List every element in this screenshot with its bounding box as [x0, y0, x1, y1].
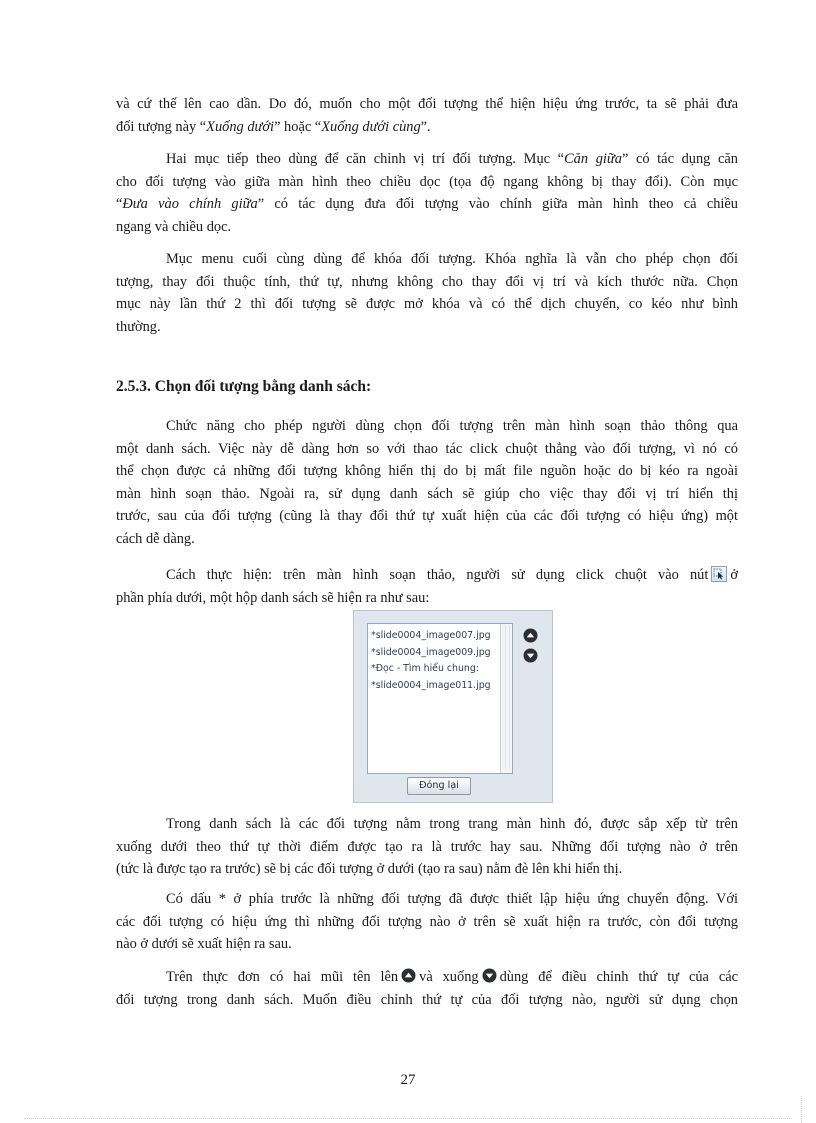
paragraph-1	[116, 93, 738, 138]
text-line: cho đối tượng vào giữa màn hình theo chiều dọc (tọa độ ngang không bị thay đổi). Còn mục	[116, 173, 738, 190]
text-line: và cứ thế lên cao dần. Do đó, muốn cho một đối tượng thể hiện hiệu ứng trước, ta sẽ phải đưa	[116, 96, 738, 112]
close-button[interactable]: Đóng lại	[407, 777, 471, 795]
footer-divider	[24, 1118, 792, 1119]
text-line: Cách thực hiện: trên màn hình soạn thảo, người sử dụng click chuột vào nút ở	[166, 567, 738, 583]
section-heading: 2.5.3. Chọn đối tượng bằng danh sách:	[116, 378, 372, 395]
object-list-dialog	[353, 610, 553, 803]
up-arrow-icon	[401, 968, 416, 983]
corner-divider	[801, 1096, 802, 1123]
paragraph-4	[116, 415, 738, 550]
text-line: thường.	[116, 318, 161, 335]
text-line: “Đưa vào chính giữa” có tác dụng đưa đối tượng vào chính giữa màn hình theo cả chiều	[116, 196, 739, 212]
text-line: màn hình soạn thảo. Ngoài ra, sử dụng danh sách sẽ giúp cho việc thay đổi vị trí hiển thị	[116, 485, 738, 502]
text-line: Mục menu cuối cùng dùng để khóa đối tượng. Khóa nghĩa là vẫn cho phép chọn đối	[166, 251, 738, 267]
text-line: mục này lần thứ 2 thì đối tượng sẽ được mở khóa và có thể dịch chuyển, co kéo như bình	[116, 296, 738, 312]
text-line: đối tượng này “Xuống dưới” hoặc “Xuống dưới cùng”.	[116, 118, 431, 135]
paragraph-3	[116, 248, 738, 338]
paragraph-8	[116, 966, 738, 1011]
paragraph-6	[116, 813, 738, 881]
text-line: các đối tượng có hiệu ứng thì những đối tượng nào ở trên sẽ xuất hiện ra trước, còn đối tượng	[116, 913, 738, 930]
text-line: một danh sách. Việc này dễ dàng hơn so với thao tác click chuột thẳng vào đối tượng, vì nó có	[116, 440, 738, 457]
text-line: đối tượng trong danh sách. Muốn điều chỉnh thứ tự của đối tượng nào, người sử dụng chọn	[116, 991, 738, 1008]
paragraph-7	[116, 888, 738, 956]
text-line: trước, sau của đối tượng (cũng là thay đổi thứ tự xuất hiện của các đối tượng có hiệu ứng) một	[116, 508, 738, 524]
list-item[interactable]: *slide0004_image009.jpg	[371, 646, 491, 658]
text-line: thể chọn được cả những đối tượng không hiển thị do bị mất file nguồn hoặc do bị kéo ra ngoài	[116, 463, 738, 479]
list-item[interactable]: *slide0004_image007.jpg	[371, 630, 491, 641]
text-line: nào ở dưới sẽ xuất hiện ra sau.	[116, 936, 292, 952]
down-arrow-icon	[482, 968, 497, 983]
list-item[interactable]: *slide0004_image011.jpg	[371, 679, 491, 691]
object-listbox[interactable]	[367, 623, 513, 774]
text-line: phần phía dưới, một hộp danh sách sẽ hiện ra như sau:	[116, 589, 430, 606]
paragraph-2	[116, 148, 738, 238]
move-down-arrow-icon[interactable]	[523, 648, 538, 663]
text-line: Có dấu * ở phía trước là những đối tượng đã được thiết lập hiệu ứng chuyển động. Với	[166, 891, 738, 907]
text-line: xuống dưới theo thứ tự thời điểm được tạo ra là trước hay sau. Những đối tượng nào ở trên	[116, 838, 738, 855]
move-up-arrow-icon[interactable]	[523, 628, 538, 643]
text-line: (tức là được tạo ra trước) sẽ bị các đối tượng ở dưới (tạo ra sau) nằm đè lên khi hiển thị.	[116, 861, 623, 877]
paragraph-5	[116, 564, 738, 609]
text-line: Chức năng cho phép người dùng chọn đối tượng trên màn hình soạn thảo thông qua	[166, 418, 738, 434]
text-line: Trên thực đơn có hai mũi tên lên và xuống dùng để điều chỉnh thứ tự của các	[166, 969, 738, 985]
text-line: cách dễ dàng.	[116, 530, 195, 547]
text-line: Trong danh sách là các đối tượng nằm trong trang màn hình đó, được sắp xếp từ trên	[166, 816, 738, 832]
list-item[interactable]: *Đọc - Tìm hiểu chung:	[371, 663, 479, 674]
list-scrollbar[interactable]	[500, 624, 512, 773]
text-line: ngang và chiều dọc.	[116, 218, 232, 235]
object-list-tool-icon	[711, 566, 727, 582]
text-line: tượng, thay đổi thuộc tính, thứ tự, nhưng không cho thay đổi vị trí và kích thước nữa. Chọn	[116, 273, 738, 290]
page-number: 27	[400, 1072, 416, 1088]
text-line: Hai mục tiếp theo dùng để căn chỉnh vị trí đối tượng. Mục “Căn giữa” có tác dụng căn	[166, 151, 738, 167]
